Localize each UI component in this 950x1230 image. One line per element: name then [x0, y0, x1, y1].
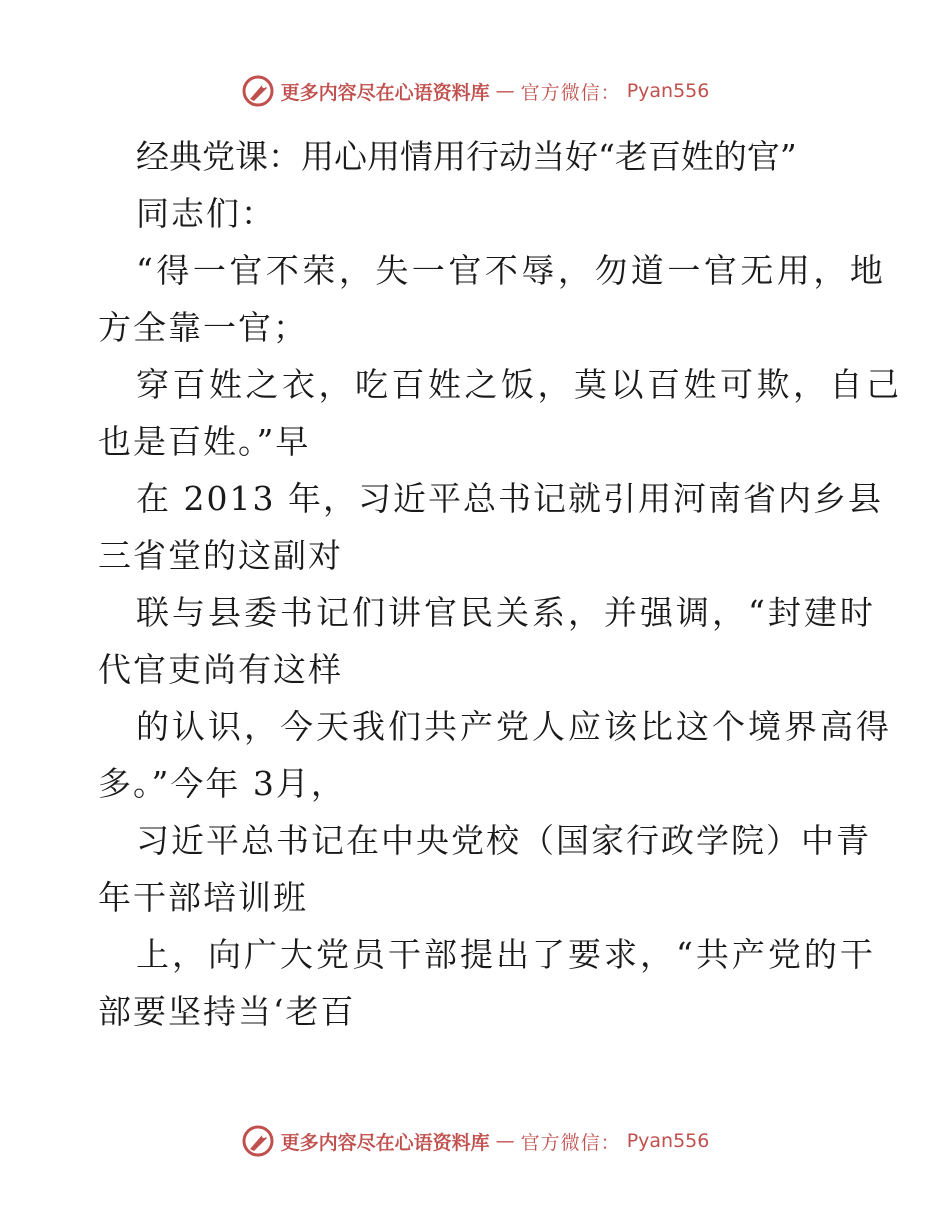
pen-nib-circle-icon: [241, 1124, 275, 1158]
paragraph-line: 的认识，今天我们共产党人应该比这个境界高得: [136, 707, 892, 746]
paragraph-line: “得一官不荣，失一官不辱，勿道一官无用，地: [136, 251, 887, 290]
watermark-separator: —: [495, 80, 515, 102]
paragraph-line: 上，向广大党员干部提出了要求，“共产党的干: [136, 935, 876, 974]
footer-watermark: [0, 1124, 950, 1158]
paragraph-line: 多。”今年 3月，: [98, 764, 346, 803]
watermark-wechat-id: Pyan556: [626, 80, 710, 102]
document-title: 经典党课：用心用情用行动当好“老百姓的官”: [136, 137, 797, 176]
watermark-wechat-label: 官方微信：: [520, 81, 621, 104]
salutation: 同志们：: [136, 194, 276, 233]
paragraph-line: 三省堂的这副对: [98, 536, 343, 575]
paragraph-line: 代官吏尚有这样: [98, 650, 343, 689]
document-body: [98, 128, 903, 1040]
paragraph-line: 穿百姓之衣，吃百姓之饭，莫以百姓可欺，自己: [136, 365, 903, 404]
paragraph-line: 年干部培训班: [98, 878, 308, 917]
paragraph-line: 也是百姓。”早: [98, 422, 311, 461]
paragraph-line: 联与县委书记们讲官民关系，并强调，“封建时: [136, 593, 876, 632]
paragraph-line: 部要坚持当‘老百: [98, 992, 356, 1031]
watermark-separator: —: [495, 1130, 515, 1152]
watermark-wechat-id: Pyan556: [626, 1130, 710, 1152]
paragraph-line: 习近平总书记在中央党校（国家行政学院）中青: [136, 821, 871, 860]
header-watermark: [0, 74, 950, 108]
watermark-title: 更多内容尽在心语资料库: [280, 1131, 490, 1154]
watermark-wechat-label: 官方微信：: [520, 1131, 621, 1154]
paragraph-line: 方全靠一官；: [98, 308, 308, 347]
pen-nib-circle-icon: [241, 74, 275, 108]
paragraph-line: 在 2013 年，习近平总书记就引用河南省内乡县: [136, 479, 883, 518]
watermark-title: 更多内容尽在心语资料库: [280, 81, 490, 104]
